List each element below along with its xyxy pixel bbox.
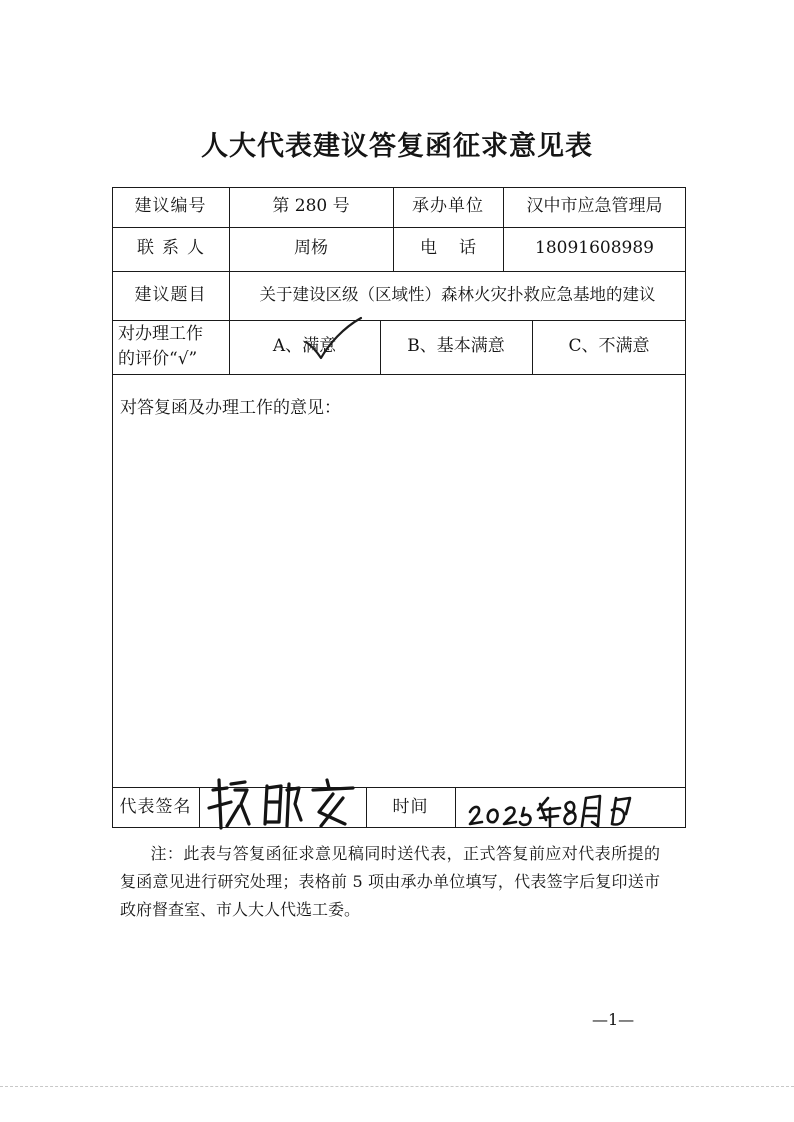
contact-person-value: 周杨 — [294, 238, 328, 259]
handling-unit-label: 承办单位 — [412, 196, 484, 217]
handwritten-checkmark-icon — [303, 316, 365, 362]
phone-value: 18091608989 — [535, 238, 654, 259]
footnote-text: 注：此表与答复函征求意见稿同时送代表，正式答复前应对代表所提的复函意见进行研究处理；表格前 5 项由承办单位填写，代表签字后复印送市政府督查室、市人大人代选工委。 — [120, 844, 660, 919]
handwritten-date — [466, 790, 642, 830]
option-b-basically-satisfied[interactable]: B、基本满意 — [407, 336, 505, 357]
column-divider — [455, 787, 456, 828]
phone-label: 电话 — [420, 238, 498, 259]
evaluation-label-line1: 对办理工作 — [118, 324, 203, 344]
option-c-unsatisfied[interactable]: C、不满意 — [568, 336, 650, 357]
suggestion-number-value: 第 280 号 — [272, 196, 350, 217]
footnote — [120, 840, 660, 924]
column-divider — [199, 787, 200, 828]
time-label: 时间 — [392, 796, 429, 817]
opinion-label: 对答复函及办理工作的意见： — [120, 398, 341, 418]
representative-signature-label: 代表签名 — [119, 796, 192, 817]
form-title: 人大代表建议答复函征求意见表 — [201, 131, 593, 162]
topic-label: 建议题目 — [134, 284, 207, 305]
option-a-satisfied[interactable]: A、满意 — [272, 336, 337, 357]
contact-person-label: 联系人 — [137, 238, 212, 259]
row-divider — [112, 374, 686, 375]
suggestion-number-label: 建议编号 — [134, 196, 207, 217]
page-number: —1— — [592, 1010, 635, 1029]
evaluation-label-line2: 的评价“√” — [118, 349, 198, 369]
topic-value: 关于建设区级（区域性）森林火灾扑救应急基地的建议 — [259, 285, 656, 305]
scan-edge-line — [0, 1086, 794, 1087]
handwritten-signature — [205, 776, 363, 832]
handling-unit-value: 汉中市应急管理局 — [526, 196, 663, 217]
